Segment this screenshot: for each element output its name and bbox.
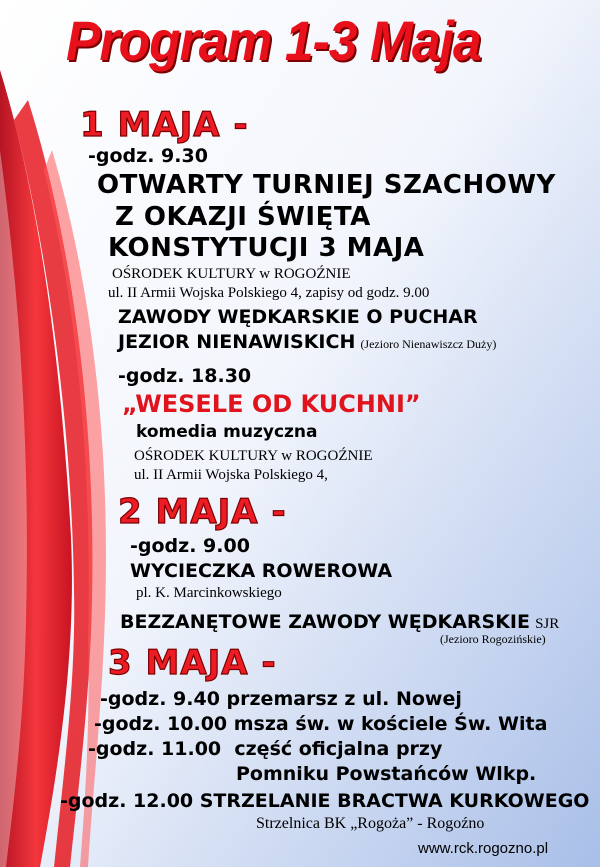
day3-line2: -godz. 10.00 msza św. w kościele Św. Wita [94, 713, 548, 735]
day1-event1-line2: Z OKAZJI ŚWIĘTA [115, 202, 371, 232]
day1-time1: -godz. 9.30 [88, 145, 208, 167]
day2-event2: BEZZANĘTOWE ZAWODY WĘDKARSKIE [120, 611, 530, 633]
day2-place1: pl. K. Marcinkowskiego [136, 585, 282, 601]
website-link[interactable]: www.rck.rogozno.pl [418, 840, 549, 857]
day3-heading: 3 MAJA - [108, 643, 277, 683]
day1-time3: -godz. 18.30 [118, 365, 252, 387]
day3-line1: -godz. 9.40 przemarsz z ul. Nowej [100, 688, 462, 710]
day1-address1: ul. II Armii Wojska Polskiego 4, zapisy od godz. 9.00 [108, 285, 430, 301]
day1-event2-note: (Jezioro Nienawiszcz Duży) [360, 337, 497, 351]
day2-event2-suffix: SJR [535, 616, 560, 632]
day1-event1-line1: OTWARTY TURNIEJ SZACHOWY [97, 170, 556, 200]
day3-line3: -godz. 11.00 część oficjalna przy [88, 738, 443, 760]
day1-venue3: OŚRODEK KULTURY w ROGOŹNIE [134, 448, 373, 464]
day1-event3: „WESELE OD KUCHNI” [122, 390, 421, 418]
day1-event2-line1: ZAWODY WĘDKARSKIE O PUCHAR [118, 306, 478, 328]
day2-time1: -godz. 9.00 [130, 535, 250, 557]
day1-address3: ul. II Armii Wojska Polskiego 4, [134, 467, 328, 483]
day1-event1-line3: KONSTYTUCJI 3 MAJA [108, 233, 425, 263]
day2-heading: 2 MAJA - [118, 492, 287, 532]
day2-event2-note: (Jezioro Rogozińskie) [440, 632, 546, 646]
day3-line4: Pomniku Powstańców Wlkp. [236, 763, 537, 785]
day3-line5: -godz. 12.00 STRZELANIE BRACTWA KURKOWEGO [60, 790, 590, 812]
day2-event1: WYCIECZKA ROWEROWA [130, 560, 393, 582]
day2-event2-wrap [120, 611, 559, 633]
day1-heading: 1 MAJA - [80, 105, 249, 145]
day1-event2-line2-wrap [118, 331, 496, 353]
day3-place5: Strzelnica BK „Rogoża” - Rogoźno [256, 815, 485, 832]
day1-event3-sub: komedia muzyczna [136, 422, 318, 442]
day1-event2-line2: JEZIOR NIENAWISKICH [118, 331, 356, 353]
day1-venue1: OŚRODEK KULTURY w ROGOŹNIE [112, 266, 351, 282]
page-title: Program 1-3 Maja [66, 9, 481, 72]
